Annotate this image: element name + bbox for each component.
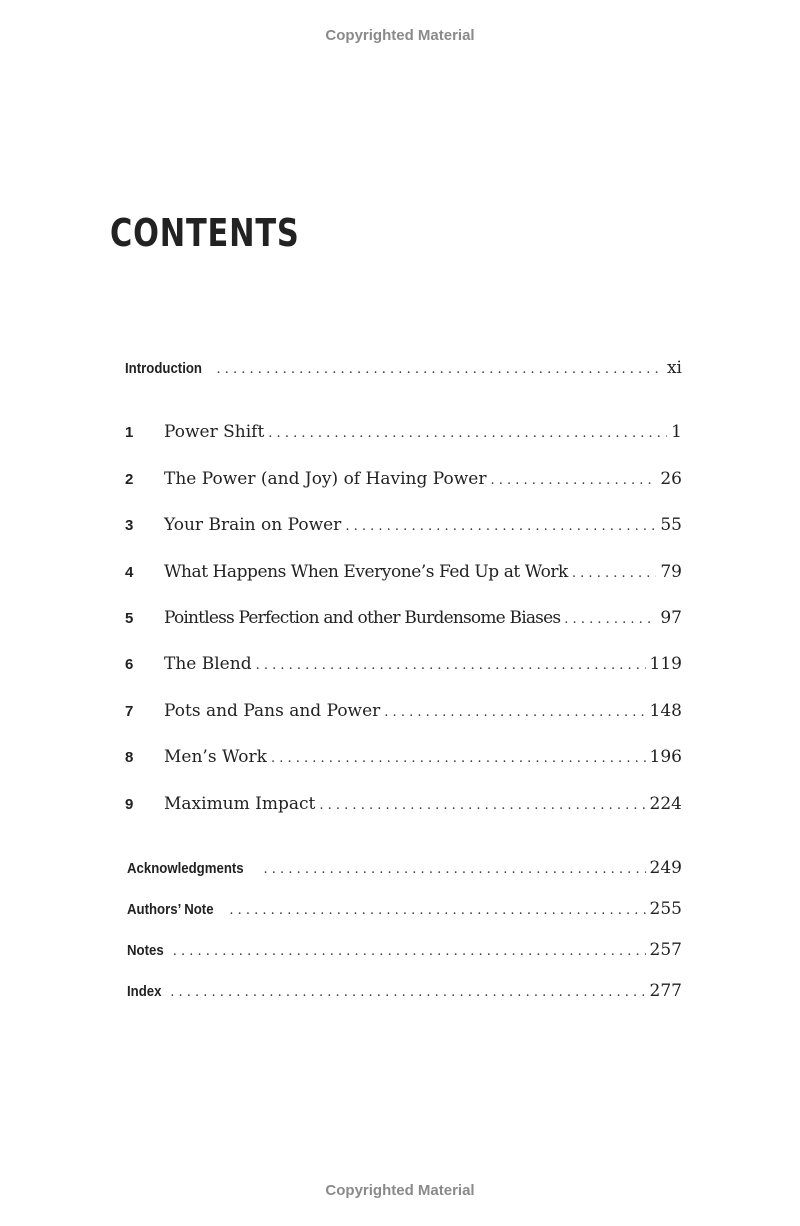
page-number: 97	[660, 608, 682, 628]
toc-entry-chapter[interactable]	[125, 747, 682, 775]
toc-entry-chapter[interactable]	[125, 608, 682, 636]
chapter-title: Maximum Impact	[164, 794, 316, 814]
page-number: xi	[666, 358, 682, 378]
toc-entry-chapter[interactable]	[125, 469, 682, 497]
entry-label: Introduction	[125, 360, 202, 377]
page-number: 79	[660, 562, 682, 582]
dot-leader	[268, 426, 667, 441]
chapter-number: 7	[125, 703, 134, 720]
chapter-title: The Blend	[164, 654, 252, 674]
dot-leader	[564, 612, 656, 627]
page-number: 55	[660, 515, 682, 535]
chapter-title: Pointless Perfection and other Burdensome Biases	[164, 608, 561, 628]
toc-entry-notes[interactable]	[127, 940, 682, 968]
toc-entry-chapter[interactable]	[125, 701, 682, 729]
chapter-title: Men’s Work	[164, 747, 267, 767]
dot-leader	[319, 798, 645, 813]
dot-leader	[271, 751, 646, 766]
page-number: 277	[649, 981, 682, 1001]
page-number: 26	[660, 469, 682, 489]
toc-entry-acknowledgments[interactable]	[127, 858, 682, 886]
toc-entry-introduction[interactable]	[125, 358, 682, 386]
page-number: 224	[649, 794, 682, 814]
contents-heading: CONTENTS	[110, 211, 300, 255]
chapter-title: What Happens When Everyone’s Fed Up at Work	[164, 562, 568, 582]
toc-entry-chapter[interactable]	[125, 422, 682, 450]
entry-label: Index	[127, 983, 162, 1000]
copyright-watermark-top: Copyrighted Material	[325, 27, 475, 44]
chapter-number: 6	[125, 656, 134, 673]
page-number: 255	[649, 899, 682, 919]
toc-entry-chapter[interactable]	[125, 654, 682, 682]
chapter-title: Pots and Pans and Power	[164, 701, 381, 721]
dot-leader	[256, 658, 646, 673]
toc-entry-chapter[interactable]	[125, 794, 682, 822]
entry-label: Authors’ Note	[127, 901, 214, 918]
dot-leader	[264, 862, 646, 877]
toc-entry-chapter[interactable]	[125, 515, 682, 543]
page-number: 196	[649, 747, 682, 767]
chapter-number: 8	[125, 749, 134, 766]
dot-leader	[345, 519, 656, 534]
entry-label: Notes	[127, 942, 164, 959]
page-number: 257	[649, 940, 682, 960]
chapter-number: 5	[125, 610, 134, 627]
dot-leader	[384, 705, 645, 720]
chapter-title: Power Shift	[164, 422, 265, 442]
toc-entry-chapter[interactable]	[125, 562, 682, 590]
chapter-number: 4	[125, 564, 134, 581]
page-number: 119	[649, 654, 682, 674]
dot-leader	[173, 944, 646, 959]
dot-leader	[170, 985, 645, 1000]
chapter-number: 2	[125, 471, 134, 488]
chapter-title: Your Brain on Power	[164, 515, 342, 535]
copyright-watermark-bottom: Copyrighted Material	[325, 1182, 475, 1199]
chapter-title: The Power (and Joy) of Having Power	[164, 469, 487, 489]
chapter-number: 3	[125, 517, 134, 534]
toc-entry-index[interactable]	[127, 981, 682, 1009]
toc-entry-authors-note[interactable]	[127, 899, 682, 927]
chapter-number: 9	[125, 796, 134, 813]
dot-leader	[572, 566, 656, 581]
entry-label: Acknowledgments	[127, 860, 244, 877]
dot-leader	[490, 473, 656, 488]
chapter-number: 1	[125, 424, 134, 441]
dot-leader	[229, 903, 645, 918]
page-number: 1	[671, 422, 682, 442]
page-number: 148	[649, 701, 682, 721]
page-number: 249	[649, 858, 682, 878]
dot-leader	[216, 362, 662, 377]
